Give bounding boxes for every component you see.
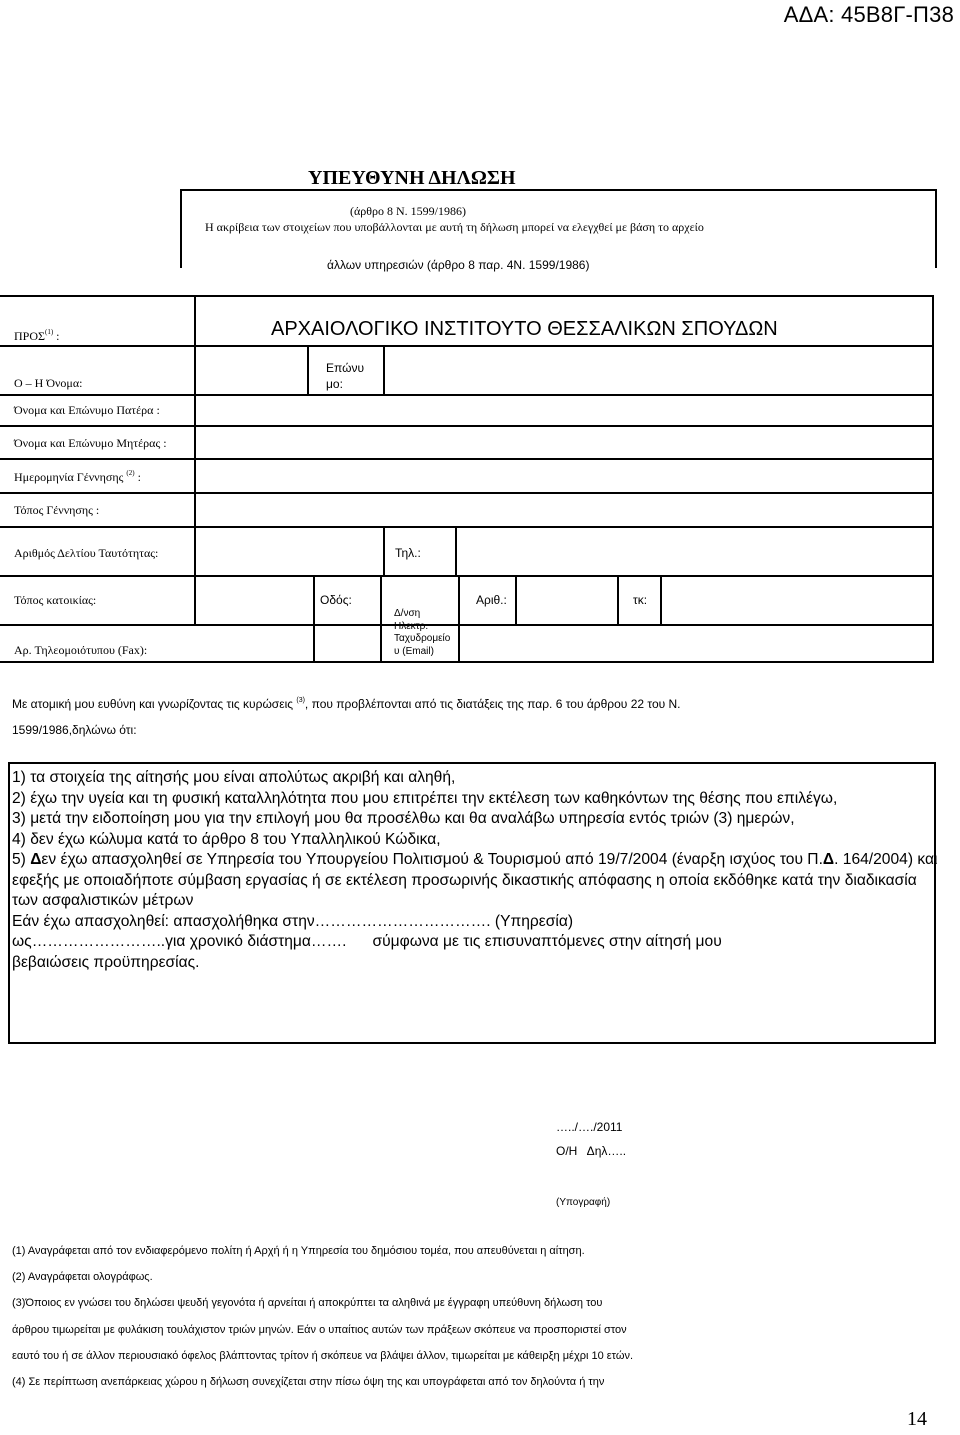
birthdate-label: Ημερομηνία Γέννησης $^{(2)}$ : xyxy=(14,469,141,484)
residence-label: Τόπος κατοικίας: xyxy=(14,593,97,607)
statement-4: 4) δεν έχω κώλυμα κατά το άρθρο 8 του Υπαλληλικού Κώδικα, xyxy=(12,830,441,848)
email-label: Δ/νση Ηλεκτρ. Ταχυδρομείο υ (Email) xyxy=(394,608,451,657)
postcode-label: τκ: xyxy=(633,593,648,607)
signature-date: …../…./2011 xyxy=(556,1120,623,1134)
statement-6: Εάν έχω απασχοληθεί: απασχολήθηκα στην……………………………. (Υπηρεσία) xyxy=(12,912,574,930)
law-reference: (άρθρο 8 Ν. 1599/1986) xyxy=(350,204,467,218)
footnote-4: (4) Σε περίπτωση ανεπάρκειας χώρου η δήλωση συνεχίζεται στην πίσω όψη της και υπογράφεται από τον δηλούντα ή την xyxy=(12,1376,605,1388)
declaration-intro-2: 1599/1986,δηλώνω ότι: xyxy=(12,723,137,737)
signature-label: (Υπογραφή) xyxy=(556,1197,611,1208)
statement-3: 3) μετά την ειδοποίηση μου για την επιλογή μου θα προσέλθω και θα αναλάβω υπηρεσία εντός τριών (3) ημερών, xyxy=(12,810,795,827)
phone-label: Τηλ.: xyxy=(395,546,421,560)
verification-note-2: άλλων υπηρεσιών (άρθρο 8 παρ. 4Ν. 1599/1986) xyxy=(327,258,590,272)
statement-8: βεβαιώσεις προϋπηρεσίας. xyxy=(12,953,200,971)
to-label: ΠΡΟΣ$^{(1)}$ : xyxy=(14,328,60,343)
statement-7: ως……………………..για χρονικό διάστημα……. σύμφωνα με τις επισυναπτόμενες στην αίτησή μου xyxy=(12,933,722,950)
id-card-label: Αριθμός Δελτίου Ταυτότητας: xyxy=(14,546,159,560)
statements xyxy=(12,768,940,973)
mother-name-label: Όνομα και Επώνυμο Μητέρας : xyxy=(14,436,167,450)
ada-stamp: ΑΔΑ: 45Β8Γ-Π38 xyxy=(783,2,954,27)
footnote-3-line-1: (3)Όποιος εν γνώσει του δηλώσει ψευδή γεγονότα ή αρνείται ή αποκρύπτει τα αληθινά με έγγραφη υπεύθυνη δήλωση του xyxy=(12,1297,603,1309)
footnote-3-line-3: εαυτό του ή σε άλλον περιουσιακό όφελος βλάπτοντας τρίτον ή σκόπευε να βλάψει άλλον, τιμωρείται με κάθειρξη μέχρι 10 ετών. xyxy=(12,1350,634,1362)
declaration-intro: Με ατομική μου ευθύνη και γνωρίζοντας τις κυρώσεις $^{(3)}$, που προβλέπονται από τις διατάξεις της παρ. 6 του άρθρου 22 του Ν. xyxy=(12,697,681,711)
page-title: ΥΠΕΥΘΥΝΗ ΔΗΛΩΣΗ xyxy=(308,167,516,189)
statement-2: 2) έχω την υγεία και τη φυσική καταλληλότητα που μου επιτρέπει την εκτέλεση των καθηκόντων της θέσης που επιλέγω, xyxy=(12,789,838,807)
street-label: Οδός: xyxy=(320,593,352,607)
recipient-name: ΑΡΧΑΙΟΛΟΓΙΚΟ ΙΝΣΤΙΤΟΥΤΟ ΘΕΣΣΑΛΙΚΩΝ ΣΠΟΥΔΩΝ xyxy=(271,318,778,340)
statement-5: 5) Δεν έχω απασχοληθεί σε Υπηρεσία του Υπουργείου Πολιτισμού & Τουρισμού από 19/7/2004 (έναρξη ισχύος του Π.Δ. 164/2004) και εφεξής με οποιαδήποτε σύμβαση εργασίας ή σε εκτέλεση προσωρινής δικαστικής απόφασης η οποία εκδόθηκε κατά την διαδικασία των ασφαλιστικών μέτρων xyxy=(12,851,938,909)
footnote-2: (2) Αναγράφεται ολογράφως. xyxy=(12,1271,153,1283)
declarant-label: Ο/Η Δηλ….. xyxy=(556,1144,627,1158)
page-number: 14 xyxy=(907,1408,927,1430)
fax-label: Αρ. Τηλεομοιότυπου (Fax): xyxy=(14,643,148,657)
footnote-1: (1) Αναγράφεται από τον ενδιαφερόμενο πολίτη ή Αρχή ή η Υπηρεσία του δημόσιου τομέα, που απευθύνεται η αίτηση. xyxy=(12,1245,585,1257)
footnote-3-line-2: άρθρου τιμωρείται με φυλάκιση τουλάχιστον τριών μηνών. Εάν ο υπαίτιος αυτών των πράξεων σκόπευε να προσποριστεί στον xyxy=(12,1324,627,1336)
birthplace-label: Τόπος Γέννησης : xyxy=(14,503,100,517)
surname-label: Επώνυ μο: xyxy=(326,361,365,391)
verification-note: Η ακρίβεια των στοιχείων που υποβάλλονται με αυτή τη δήλωση μπορεί να ελεγχθεί με βάση το αρχείο xyxy=(205,220,704,234)
statement-1: 1) τα στοιχεία της αίτησής μου είναι απολύτως ακριβή και αληθή, xyxy=(12,769,456,786)
name-label: Ο – Η Όνομα: xyxy=(14,376,83,390)
number-label: Αριθ.: xyxy=(476,593,507,607)
father-name-label: Όνομα και Επώνυμο Πατέρα : xyxy=(14,403,160,417)
